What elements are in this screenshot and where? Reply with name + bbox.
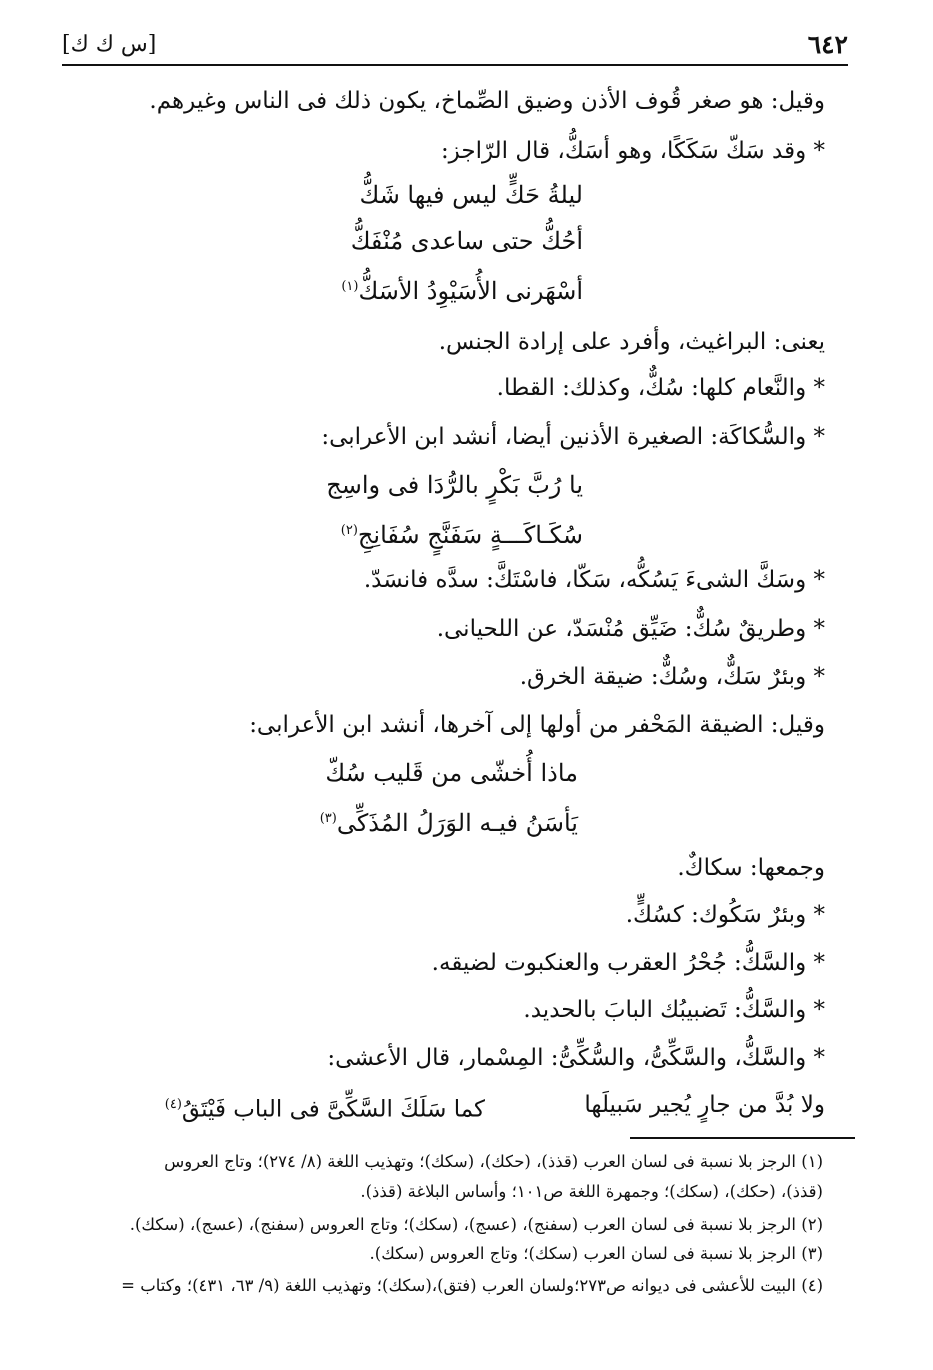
text-line: * وطريقٌ سُكٌّ: ضَيِّق مُنْسَدّ، عن اللحيانى.	[436, 616, 825, 642]
verse-line: ليلةُ حَكٍّ ليس فيها شَكُّ	[359, 181, 583, 209]
text-line: * وسَكَّ الشىءَ يَسُكُّه، سَكّا، فاسْتَكَّ: سدَّه فانسَدّ.	[363, 567, 825, 593]
verse-line: أحُكُّ حتى ساعدى مُنْفَكُّ	[350, 227, 583, 255]
footnote: (قذذ)، (حكك)، (سكك)؛ وجمهرة اللغة ص١٠١؛ وأساس البلاغة (قذذ).	[360, 1182, 823, 1201]
text-line: * وبئرٌ سَكٌّ، وسُكٌّ: ضيقة الخرق.	[519, 664, 825, 690]
verse-text: كما سَلَكَ السَّكِّىَّ فى الباب فَيْتَقُ	[181, 1096, 485, 1123]
verse-line: يا رُبَّ بَكْرٍ بالرُّدَا فى واسِج	[326, 471, 583, 499]
text-line: * والسَّكُّ: جُحْرُ العقرب والعنكبوت لضيقه.	[431, 950, 825, 976]
footnote-marker: (٣)	[319, 811, 337, 826]
verse-line: ماذا أُخشّى من قَليب سُكّ	[325, 759, 578, 787]
text-line: * والسَّكُّ، والسَّكِّىُّ، والسُّكِّىُّ: المِسْمار، قال الأعشى:	[327, 1045, 825, 1071]
verse-text: أسْهَرنى الأُسَيْوِدُ الأسَكُّ	[358, 277, 583, 305]
footnote-marker: (١)	[341, 279, 359, 294]
footnote: (٤) البيت للأعشى فى ديوانه ص٢٧٣؛ولسان العرب (فتق)،(سكك)؛ وتهذيب اللغة (٩/ ٦٣، ٤٣١)؛ وكتاب =	[121, 1276, 823, 1295]
verse-line	[341, 516, 583, 550]
text-line: * والسَّكُّ: تَضبيبُك البابَ بالحديد.	[523, 997, 825, 1023]
footnote-divider	[630, 1137, 855, 1139]
text-line: وقيل: هو صغر قُوف الأذن وضيق الصِّماخ، يكون ذلك فى الناس وغيرهم.	[149, 88, 825, 114]
text-line: وقيل: الضيقة المَحْفر من أولها إلى آخرها، أنشد ابن الأعرابى:	[249, 712, 825, 738]
footnote: (٢) الرجز بلا نسبة فى لسان العرب (سفنج)، (عسج)، (سكك)؛ وتاج العروس (سفنج)، (عسج)، (سكك).	[129, 1215, 823, 1234]
footnote: (٣) الرجز بلا نسبة فى لسان العرب (سكك)؛ وتاج العروس (سكك).	[369, 1244, 823, 1263]
text-line: وجمعها: سكاكٌ.	[677, 855, 825, 881]
verse-text: يَأسَنُ فيـه الوَرَلُ المُذَكِّى	[336, 809, 578, 837]
text-line: * وبئرٌ سَكُوك: كسُكٍّ.	[625, 902, 825, 928]
text-line: * والسُّكاكَة: الصغيرة الأذنين أيضا، أنشد ابن الأعرابى:	[321, 424, 825, 450]
footnote: (١) الرجز بلا نسبة فى لسان العرب (قذذ)، (حكك)، (سكك)؛ وتهذيب اللغة (٨/ ٢٧٤)؛ وتاج العروس	[164, 1152, 823, 1171]
verse-line	[341, 272, 583, 306]
text-line: يعنى: البراغيث، وأفرد على إرادة الجنس.	[438, 329, 825, 355]
running-head: [س ك ك]	[62, 32, 157, 57]
verse-hemistich-second	[165, 1090, 485, 1125]
verse-hemistich-first: ولا بُدَّ من جارٍ يُجير سَبيلَها	[584, 1092, 825, 1118]
verse-text: سُكَـاكَـــةٍ سَفَنَّجٍ سُفَانِجِ	[357, 521, 583, 549]
text-line: * والنَّعام كلها: سُكٌّ، وكذلك: القطا.	[496, 375, 825, 401]
footnote-marker: (٢)	[340, 523, 358, 538]
page-number: ٦٤٢	[807, 30, 848, 59]
text-line: * وقد سَكّ سَكَكًا، وهو أسَكُّ، قال الرّاجز:	[440, 138, 825, 164]
footnote-marker: (٤)	[164, 1097, 182, 1112]
verse-line	[320, 804, 578, 838]
